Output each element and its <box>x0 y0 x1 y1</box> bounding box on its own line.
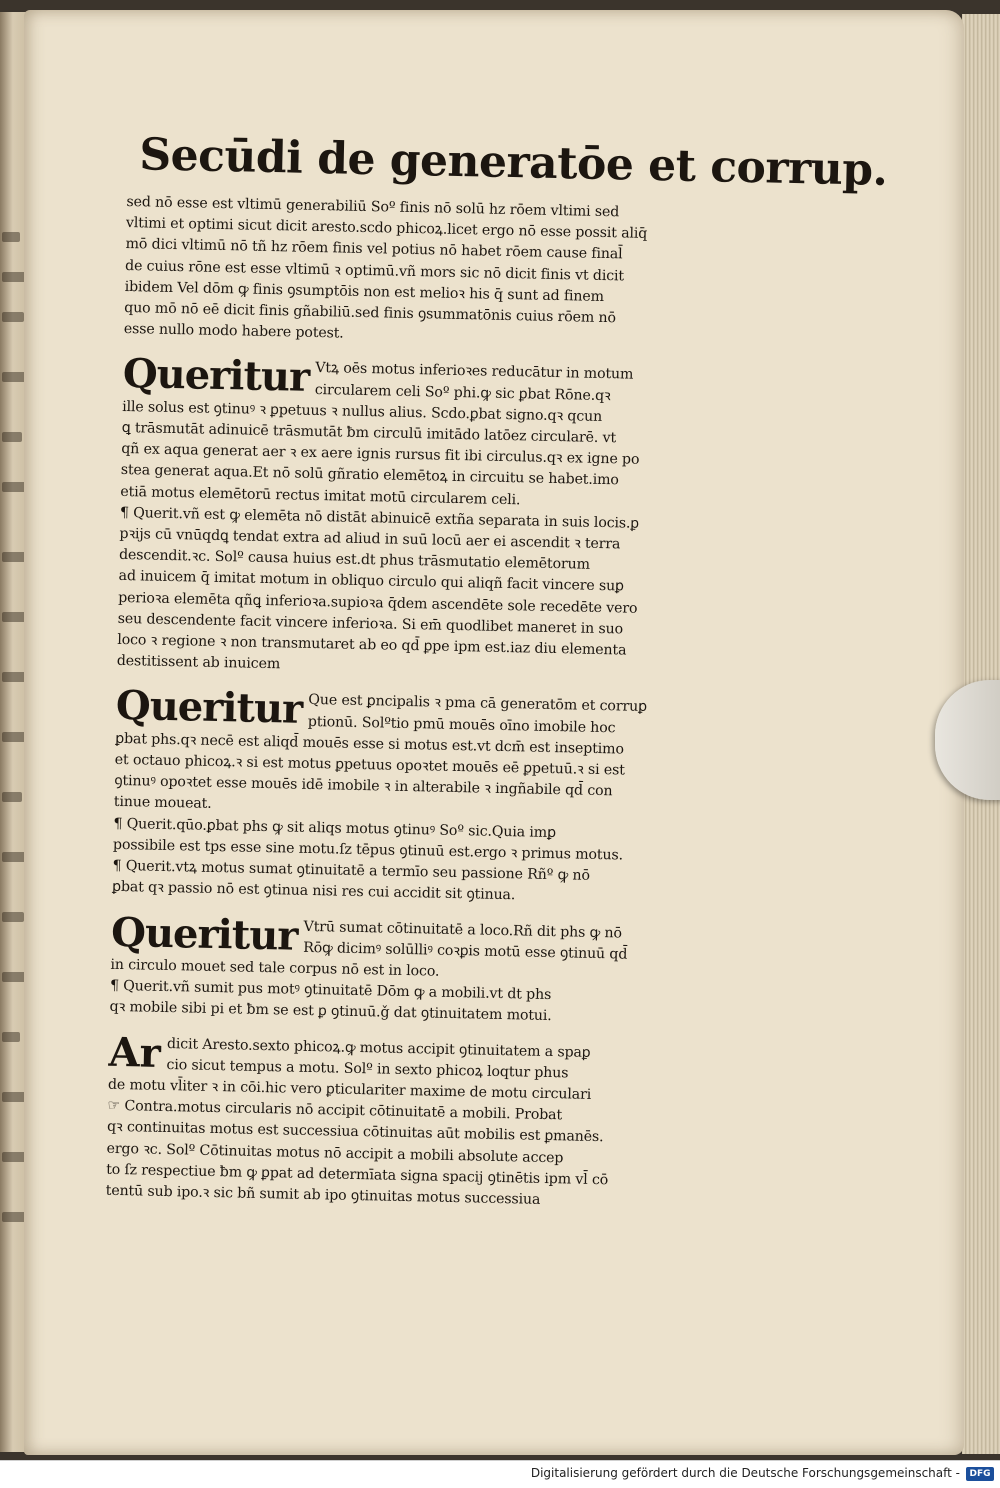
paragraph-1 <box>124 192 767 354</box>
text-line: ¶ Querit.qūo.ꝑbat phs ꝙ sit aliqs motus ꝯtinuꝰ Soº sic.Quia imꝑ <box>113 815 557 841</box>
text-line: ꝑbat qꝛ passio nō est ꝯtinua nisi res cui accidit sit ꝯtinua. <box>111 879 516 904</box>
text-line: possibile est tps esse sine motu.ſz tēpus ꝯtinuū est.ergo ꝛ primus motus. <box>112 836 624 864</box>
footer-bar <box>0 1460 1000 1488</box>
text-line: esse nullo modo habere potest. <box>123 321 344 342</box>
text-line: ille solus est ꝯtinuꝰ ꝛ ꝑpetuus ꝛ nullus alius. Scdo.ꝑbat signo.qꝛ qcun <box>121 398 603 425</box>
text-line: ꝯtinuꝰ opoꝛtet esse mouēs idē imobile ꝛ in alterabile ꝛ ingñabile qd̄ con <box>114 773 613 800</box>
text-line: vltimi et optimi sicut dicit aresto.scdo phicoꝝ.licet ergo nō esse possit aliq̄ <box>125 215 648 243</box>
decorated-initial: Ar <box>108 1028 162 1077</box>
text-line: circularem celi Soº phi.ꝙ sic ꝑbat Rōne.qꝛ <box>314 381 611 404</box>
queritur-heading: Queritur <box>115 682 303 734</box>
text-line: tinue moueat. <box>113 794 212 813</box>
text-line: ¶ Querit.vñ est ꝙ elemēta nō distāt abinuicē extña separata in suis locis.ꝑ <box>119 504 640 532</box>
dfg-logo: DFG <box>966 1467 994 1481</box>
text-line: ¶ Querit.vñ sumit pus motꝰ ꝯtinuitatē Dōm ꝙ a mobili.vt dt phs <box>109 977 552 1004</box>
text-line: in circulo mouet sed tale corpus nō est in loco. <box>110 956 440 980</box>
text-line: ptionū. Solºtio pmū mouēs oīno imobile hoc <box>307 713 616 737</box>
question-1 <box>116 350 764 685</box>
text-line: stea generat aqua.Et nō solū gñratio elemētoꝝ in circuitu se habet.imo <box>120 462 619 489</box>
text-line: de cuius rōne est esse vltimū ꝛ optimū.vñ mors sic nō dicit finis vt dicit <box>124 257 625 285</box>
funding-credit: Digitalisierung gefördert durch die Deutsche Forschungsgemeinschaft - <box>530 1466 960 1480</box>
text-line: et octauo phicoꝝ.ꝛ si est motus ꝑpetuus opoꝛtet mouēs eē ꝑpetuū.ꝛ si est <box>114 751 625 779</box>
text-line: ¶ Querit.vtꝝ motus sumat ꝯtinuitatē a termīo seu passione Rñº ꝙ nō <box>112 857 590 884</box>
text-line: Rōꝙ dicimꝰ solūlliꝰ coꝛꝑis motū esse ꝯtinuū qd̄ <box>302 939 628 963</box>
text-line: pꝛijs cū vnūqdꝗ tendat extra ad aliud in suū locū aer ei ascendit ꝛ terra <box>119 525 621 553</box>
running-head: Secūdi de generatōe et corrup. <box>138 129 888 196</box>
text-line: ad inuicem q̄ imitat motum in obliquo circulo qui aliqñ facit vincere suꝑ <box>118 568 625 595</box>
text-line: ☞ Contra.motus circularis nō accipit cōtinuitatē a mobili. Probat <box>107 1097 563 1124</box>
text-line: Vtrū sumat cōtinuitatē a loco.Rñ dit phs ꝙ nō <box>303 918 622 942</box>
text-line: loco ꝛ regione ꝛ non transmutaret ab eo qd̄ ꝑpe ipm est.iaz diu elementa <box>117 631 627 659</box>
text-line: destitissent ab inuicem <box>116 653 281 673</box>
queritur-heading: Queritur <box>122 350 310 402</box>
text-block <box>105 128 888 1229</box>
text-line: sed nō esse est vltimū generabiliū Soº finis nō solū hz rōem vltimi sed <box>126 193 620 221</box>
text-line: quo mō nō eē dicit finis gñabiliū.sed finis ꝯsummatōnis cuius rōem nō <box>124 299 617 327</box>
text-line: to ſz respectiue ƀm ꝙ ꝑpat ad determīata signa spacij ꝯtinētis ipm vl̄ cō <box>106 1161 609 1189</box>
text-line: ibidem Vel dōm ꝙ finis ꝯsumptōis non est melioꝛ his q̄ sunt ad finem <box>124 278 605 305</box>
text-line: qꝛ continuitas motus est successiua cōtinuitas aūt mobilis est ꝑmanēs. <box>106 1119 604 1146</box>
paragraph-ar <box>105 1028 749 1215</box>
text-line: ergo ꝛc. Solº Cōtinuitas motus nō accipit a mobili absolute accep <box>106 1140 564 1166</box>
text-line: de motu vl̄iter ꝛ in cōi.hic vero ꝑticulariter maxime de motu circulari <box>107 1076 592 1103</box>
text-line: mō dici vltimū nō tñ hz rōem finis vel potius nō habet rōem cause final̄ <box>125 236 623 263</box>
text-line: Que est ꝑncipalis ꝛ pma cā generatōm et corruꝑ <box>308 692 648 716</box>
queritur-heading: Queritur <box>110 908 298 960</box>
text-line: cio sicut tempus a motu. Solº in sexto phicoꝝ loqtur phus <box>166 1056 569 1082</box>
question-2 <box>111 682 756 911</box>
text-line: ꝑbat phs.qꝛ necē est aliqd̄ mouēs esse si motus est.vt dcm̄ est inseptimo <box>115 730 624 758</box>
text-line: ꝗ trāsmutāt adinuicē trāsmutāt ƀm circulū imitādo latōez circularē. vt <box>121 419 617 447</box>
text-line: descendit.ꝛc. Solº causa huius est.dt phus trāsmutatio elemētorum <box>118 547 591 574</box>
text-line: perioꝛa elemēta qñꝗ inferioꝛa.supioꝛa q̄dem ascendēte sole recedēte vero <box>117 589 638 617</box>
text-line: etiā motus elemētorū rectus imitat motū circularem celi. <box>120 483 521 508</box>
text-line: seu descendente facit vincere inferioꝛa. Si em̄ quodlibet maneret in suo <box>117 610 624 638</box>
text-line: dicit Aresto.sexto phicoꝝ.ꝙ motus accipit ꝯtinuitatem a spaꝑ <box>166 1035 591 1061</box>
text-line: Vtꝝ oēs motus inferioꝛes reducātur in motum <box>315 360 634 384</box>
text-line: qꝛ mobile sibi pi et ƀm se est ꝑ ꝯtinuū.ǧ dat ꝯtinuitatem motui. <box>109 999 552 1025</box>
text-line: tentū sub ipo.ꝛ sic bñ sumit ab ipo ꝯtinuitas motus successiua <box>105 1182 541 1208</box>
text-line: qñ ex aqua generat aer ꝛ ex aere ignis rursus fit ibi circulus.qꝛ ex igne po <box>121 441 640 469</box>
question-3 <box>109 908 751 1031</box>
